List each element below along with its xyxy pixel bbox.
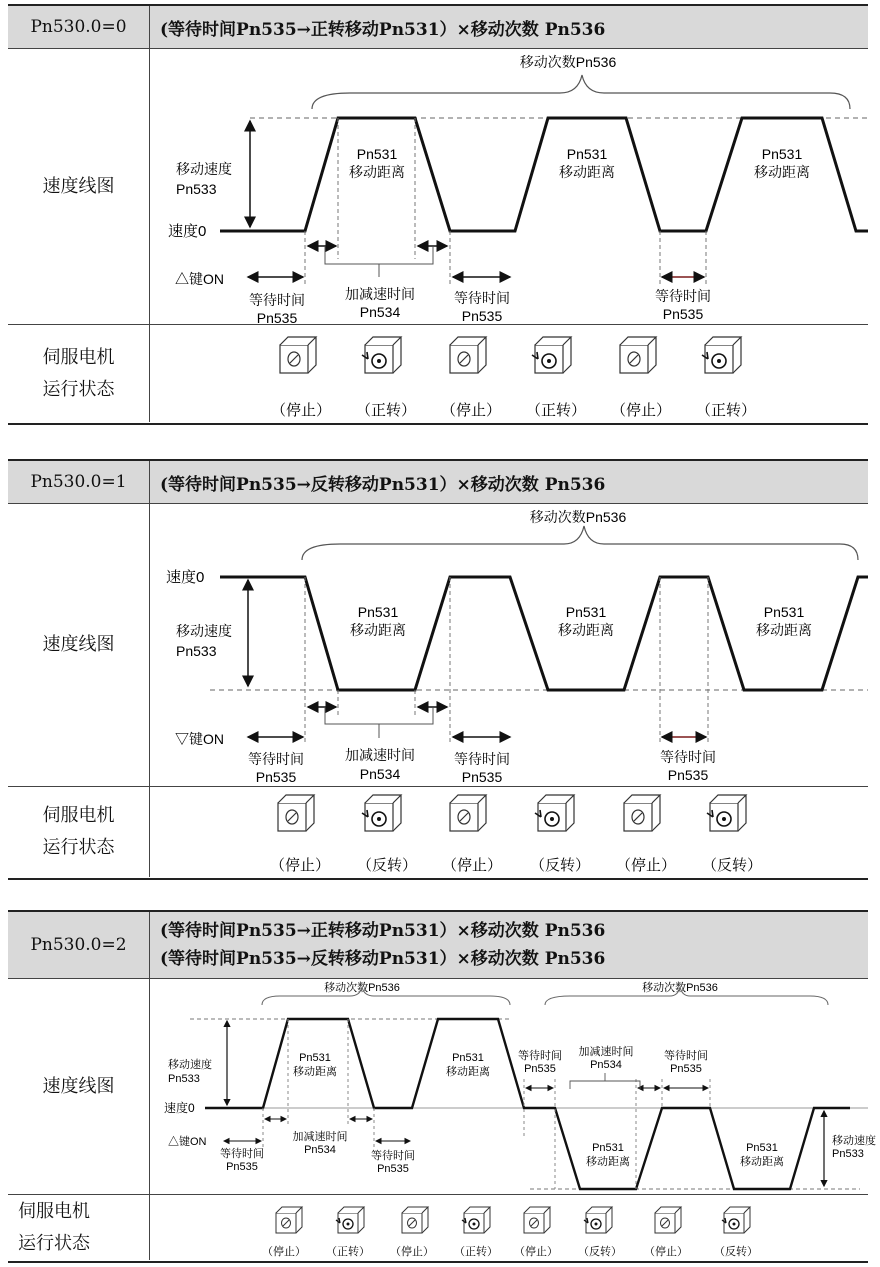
speed-row xyxy=(8,49,868,324)
wait-time-label: 等待时间 xyxy=(249,292,305,308)
wait-time-label: 等待时间 xyxy=(454,290,510,306)
motor-row-label: 伺服电机 运行状态 xyxy=(8,325,150,422)
wait-time-param: Pn535 xyxy=(377,1163,409,1175)
motor-state-text: （反转） xyxy=(529,856,591,874)
speed-row xyxy=(8,504,868,786)
move-distance-param: Pn531 xyxy=(566,146,608,162)
motor-state-strip xyxy=(150,325,868,422)
speed-profile-chart xyxy=(150,504,868,786)
motor-state-text: （停止） xyxy=(514,1245,558,1258)
speed-label: 移动速度 xyxy=(176,623,232,639)
key-on-label: ▽键ON xyxy=(175,731,224,747)
motor-row-label: 伺服电机 运行状态 xyxy=(8,1195,150,1260)
table-mode-1 xyxy=(8,459,868,880)
motor-rotate-icon xyxy=(462,1207,490,1233)
motor-rotate-icon xyxy=(532,337,571,373)
move-distance-label: 移动距离 xyxy=(586,1156,630,1168)
motor-state-text: （停止） xyxy=(262,1245,306,1258)
accel-time-label: 加减速时间 xyxy=(345,747,415,763)
motor-state-strip xyxy=(150,1195,868,1260)
wait-time-param: Pn535 xyxy=(524,1063,556,1075)
wait-time-param: Pn535 xyxy=(255,769,297,785)
wait-time-param: Pn535 xyxy=(662,306,704,322)
move-count-label: 移动次数Pn536 xyxy=(642,982,718,994)
motor-state-text: （停止） xyxy=(270,401,332,419)
table-mode-2 xyxy=(8,910,876,1263)
motor-rotate-icon xyxy=(336,1207,364,1233)
zero-speed-label: 速度0 xyxy=(166,569,205,586)
motor-state-text: （正转） xyxy=(695,401,757,419)
motor-state-text: （反转） xyxy=(714,1245,758,1258)
motor-state-text: （停止） xyxy=(644,1245,688,1258)
motor-state-text: （正转） xyxy=(326,1245,370,1258)
wait-time-param: Pn535 xyxy=(226,1161,258,1173)
move-count-label: 移动次数Pn536 xyxy=(324,982,400,994)
move-distance-label: 移动距离 xyxy=(350,622,406,638)
motor-stop-icon xyxy=(276,1207,302,1233)
wait-time-param: Pn535 xyxy=(670,1063,702,1075)
move-count-brace xyxy=(312,75,850,109)
motor-row-label: 伺服电机 运行状态 xyxy=(8,787,150,877)
speed-profile-chart xyxy=(150,979,876,1194)
motor-rotate-icon xyxy=(535,795,574,831)
speed-label-right: 移动速度 xyxy=(832,1135,876,1147)
wait-time-label: 等待时间 xyxy=(454,751,510,767)
motor-rotate-icon xyxy=(722,1207,750,1233)
move-distance-label: 移动距离 xyxy=(558,622,614,638)
motor-state-text: （正转） xyxy=(454,1245,498,1258)
wait-time-param: Pn535 xyxy=(256,310,298,326)
accel-arrows xyxy=(308,707,447,738)
motor-rotate-icon xyxy=(707,795,746,831)
wait-time-label: 等待时间 xyxy=(664,1050,708,1062)
description-cell: (等待时间Pn535→正转移动Pn531）×移动次数 Pn536 xyxy=(160,19,606,40)
accel-time-param: Pn534 xyxy=(359,766,401,782)
motor-state-text: （正转） xyxy=(355,401,417,419)
speed-profile-chart xyxy=(150,49,868,324)
move-distance-label: 移动距离 xyxy=(754,164,810,180)
speed-label-param: Pn533 xyxy=(176,643,217,659)
motor-row xyxy=(8,324,868,422)
accel-time-param: Pn534 xyxy=(359,304,401,320)
description-cell: (等待时间Pn535→反转移动Pn531）×移动次数 Pn536 xyxy=(160,474,606,495)
motor-rotate-icon xyxy=(702,337,741,373)
move-distance-label: 移动距离 xyxy=(349,164,405,180)
move-distance-label: 移动距离 xyxy=(559,164,615,180)
motor-stop-icon xyxy=(450,337,486,373)
move-distance-label: 移动距离 xyxy=(446,1066,490,1078)
accel-arrows xyxy=(265,1073,708,1119)
wait-time-label: 等待时间 xyxy=(518,1050,562,1062)
accel-time-label: 加减速时间 xyxy=(578,1046,634,1058)
speed-label-right-param: Pn533 xyxy=(832,1148,864,1160)
move-distance-param: Pn531 xyxy=(761,146,803,162)
motor-state-text: （停止） xyxy=(441,856,503,874)
motor-stop-icon xyxy=(524,1207,550,1233)
motor-state-text: （停止） xyxy=(440,401,502,419)
accel-time-param: Pn534 xyxy=(304,1144,336,1156)
key-on-label: △键ON xyxy=(175,271,224,287)
speed-label-param: Pn533 xyxy=(168,1073,200,1085)
guide-lines xyxy=(305,118,706,284)
table-mode-0 xyxy=(8,4,868,425)
motor-row xyxy=(8,786,868,877)
wait-time-label: 等待时间 xyxy=(371,1150,415,1162)
wait-time-label: 等待时间 xyxy=(655,288,711,304)
move-distance-param: Pn531 xyxy=(746,1142,778,1154)
move-distance-param: Pn531 xyxy=(763,604,805,620)
guide-lines xyxy=(305,577,708,744)
wait-time-label: 等待时间 xyxy=(660,749,716,765)
motor-row xyxy=(8,1194,868,1260)
mode-cell: Pn530.0=2 xyxy=(8,912,150,978)
motor-state-text: （反转） xyxy=(356,856,418,874)
move-count-brace xyxy=(302,526,858,560)
speed-row-label: 速度线图 xyxy=(8,49,150,324)
move-distance-label: 移动距离 xyxy=(756,622,812,638)
accel-arrows xyxy=(308,246,447,277)
mode-cell: Pn530.0=1 xyxy=(8,461,150,503)
zero-speed-label: 速度0 xyxy=(168,223,207,240)
motor-rotate-icon xyxy=(584,1207,612,1233)
wait-time-param: Pn535 xyxy=(667,767,709,783)
motor-state-text: （停止） xyxy=(269,856,331,874)
speed-row-label: 速度线图 xyxy=(8,979,150,1194)
motor-state-text: （停止） xyxy=(390,1245,434,1258)
motor-state-strip xyxy=(150,787,868,877)
motor-stop-icon xyxy=(624,795,660,831)
move-distance-param: Pn531 xyxy=(299,1052,331,1064)
accel-time-label: 加减速时间 xyxy=(292,1131,348,1143)
move-distance-param: Pn531 xyxy=(356,146,398,162)
accel-time-label: 加减速时间 xyxy=(345,286,415,302)
motor-rotate-icon xyxy=(362,337,401,373)
table-header xyxy=(8,912,868,979)
description-cell: (等待时间Pn535→正转移动Pn531）×移动次数 Pn536 (等待时间Pn535→反转移动Pn531）×移动次数 Pn536 xyxy=(160,921,606,969)
motor-state-text: （停止） xyxy=(615,856,677,874)
move-distance-label: 移动距离 xyxy=(293,1066,337,1078)
move-distance-label: 移动距离 xyxy=(740,1156,784,1168)
speed-label-param: Pn533 xyxy=(176,181,217,197)
wait-time-param: Pn535 xyxy=(461,769,503,785)
speed-row-label: 速度线图 xyxy=(8,504,150,786)
move-count-label: 移动次数Pn536 xyxy=(529,509,627,525)
key-on-label: △键ON xyxy=(168,1136,207,1148)
speed-label: 移动速度 xyxy=(168,1059,212,1071)
speed-row xyxy=(8,979,876,1194)
motor-state-text: （停止） xyxy=(610,401,672,419)
motor-stop-icon xyxy=(655,1207,681,1233)
motor-stop-icon xyxy=(620,337,656,373)
motor-state-text: （正转） xyxy=(525,401,587,419)
wait-time-param: Pn535 xyxy=(461,308,503,324)
motor-stop-icon xyxy=(278,795,314,831)
zero-speed-label: 速度0 xyxy=(164,1101,195,1115)
move-distance-param: Pn531 xyxy=(592,1142,624,1154)
table-header xyxy=(8,6,868,49)
motor-stop-icon xyxy=(402,1207,428,1233)
motor-state-text: （反转） xyxy=(701,856,763,874)
speed-label: 移动速度 xyxy=(176,161,232,177)
move-count-label: 移动次数Pn536 xyxy=(519,54,617,70)
motor-state-text: （反转） xyxy=(578,1245,622,1258)
accel-time-param: Pn534 xyxy=(590,1059,622,1071)
move-distance-param: Pn531 xyxy=(357,604,399,620)
motor-rotate-icon xyxy=(362,795,401,831)
wait-time-label: 等待时间 xyxy=(220,1148,264,1160)
move-distance-param: Pn531 xyxy=(565,604,607,620)
mode-cell: Pn530.0=0 xyxy=(8,6,150,48)
motor-stop-icon xyxy=(280,337,316,373)
wait-time-label: 等待时间 xyxy=(248,751,304,767)
motor-stop-icon xyxy=(450,795,486,831)
table-header xyxy=(8,461,868,504)
move-distance-param: Pn531 xyxy=(452,1052,484,1064)
